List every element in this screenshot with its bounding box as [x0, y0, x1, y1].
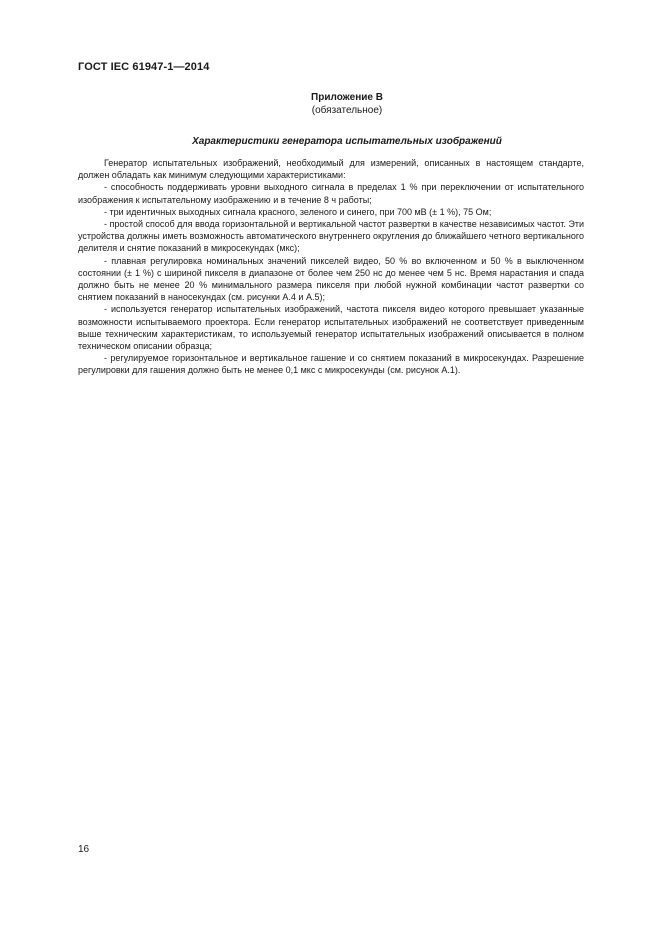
- page-number: 16: [78, 844, 90, 855]
- paragraph-item-blanking: - регулируемое горизонтальное и вертикальное гашение и со снятием показаний в микросекундах. Разрешение регулировки для гашения должно быть не менее 0,1 мкс с микросекунды (см. рисунок А.1).: [78, 353, 584, 376]
- paragraph-item-pixel-adjustment: - плавная регулировка номинальных значений пикселей видео, 50 % во включенном и 50 % в выключенном состоянии (± 1 %) с шириной пикселя в диапазоне от более чем 250 нс до менее чем 5 нс. Время нарастания и спада должно быть не менее 20 % минимального размера пикселя при любой нужной комбинации частот развертки со снятием показаний в наносекундах (см. рисунки А.4 и А.5);: [78, 255, 584, 303]
- section-title: Характеристики генератора испытательных изображений: [192, 136, 502, 147]
- appendix-type: (обязательное): [311, 105, 383, 116]
- appendix-heading: [0, 91, 661, 117]
- document-header: ГОСТ IEC 61947-1—2014: [78, 61, 210, 73]
- paragraph-intro: Генератор испытательных изображений, необходимый для измерений, описанных в настоящем стандарте, должен обладать как минимум следующими характеристиками:: [78, 158, 584, 181]
- paragraph-item-scan-frequencies: - простой способ для ввода горизонтальной и вертикальной частот развертки в качестве независимых частот. Эти устройства должны иметь возможность автоматического внутреннего округления до ближайшего четного вертикального делителя и снятие показаний в микросекундах (мкс);: [78, 219, 584, 254]
- body-text: [78, 157, 584, 377]
- appendix-label: Приложение В: [311, 92, 383, 103]
- paragraph-item-output-levels: - способность поддерживать уровни выходного сигнала в пределах 1 % при переключении от испытательного изображения к испытательному изображению и в течение 8 ч работы;: [78, 182, 584, 205]
- paragraph-item-pixel-frequency: - используется генератор испытательных изображений, частота пикселя видео которого превышает указанные возможности испытываемого проектора. Если генератор испытательных изображений не соответствует приведенным выше техническим характеристикам, то используемый генератор испытательных изображений описывается в полном техническом описании образца;: [78, 304, 584, 352]
- paragraph-item-rgb-outputs: - три идентичных выходных сигнала красного, зеленого и синего, при 700 мВ (± 1 %), 75 Ом;: [104, 206, 492, 217]
